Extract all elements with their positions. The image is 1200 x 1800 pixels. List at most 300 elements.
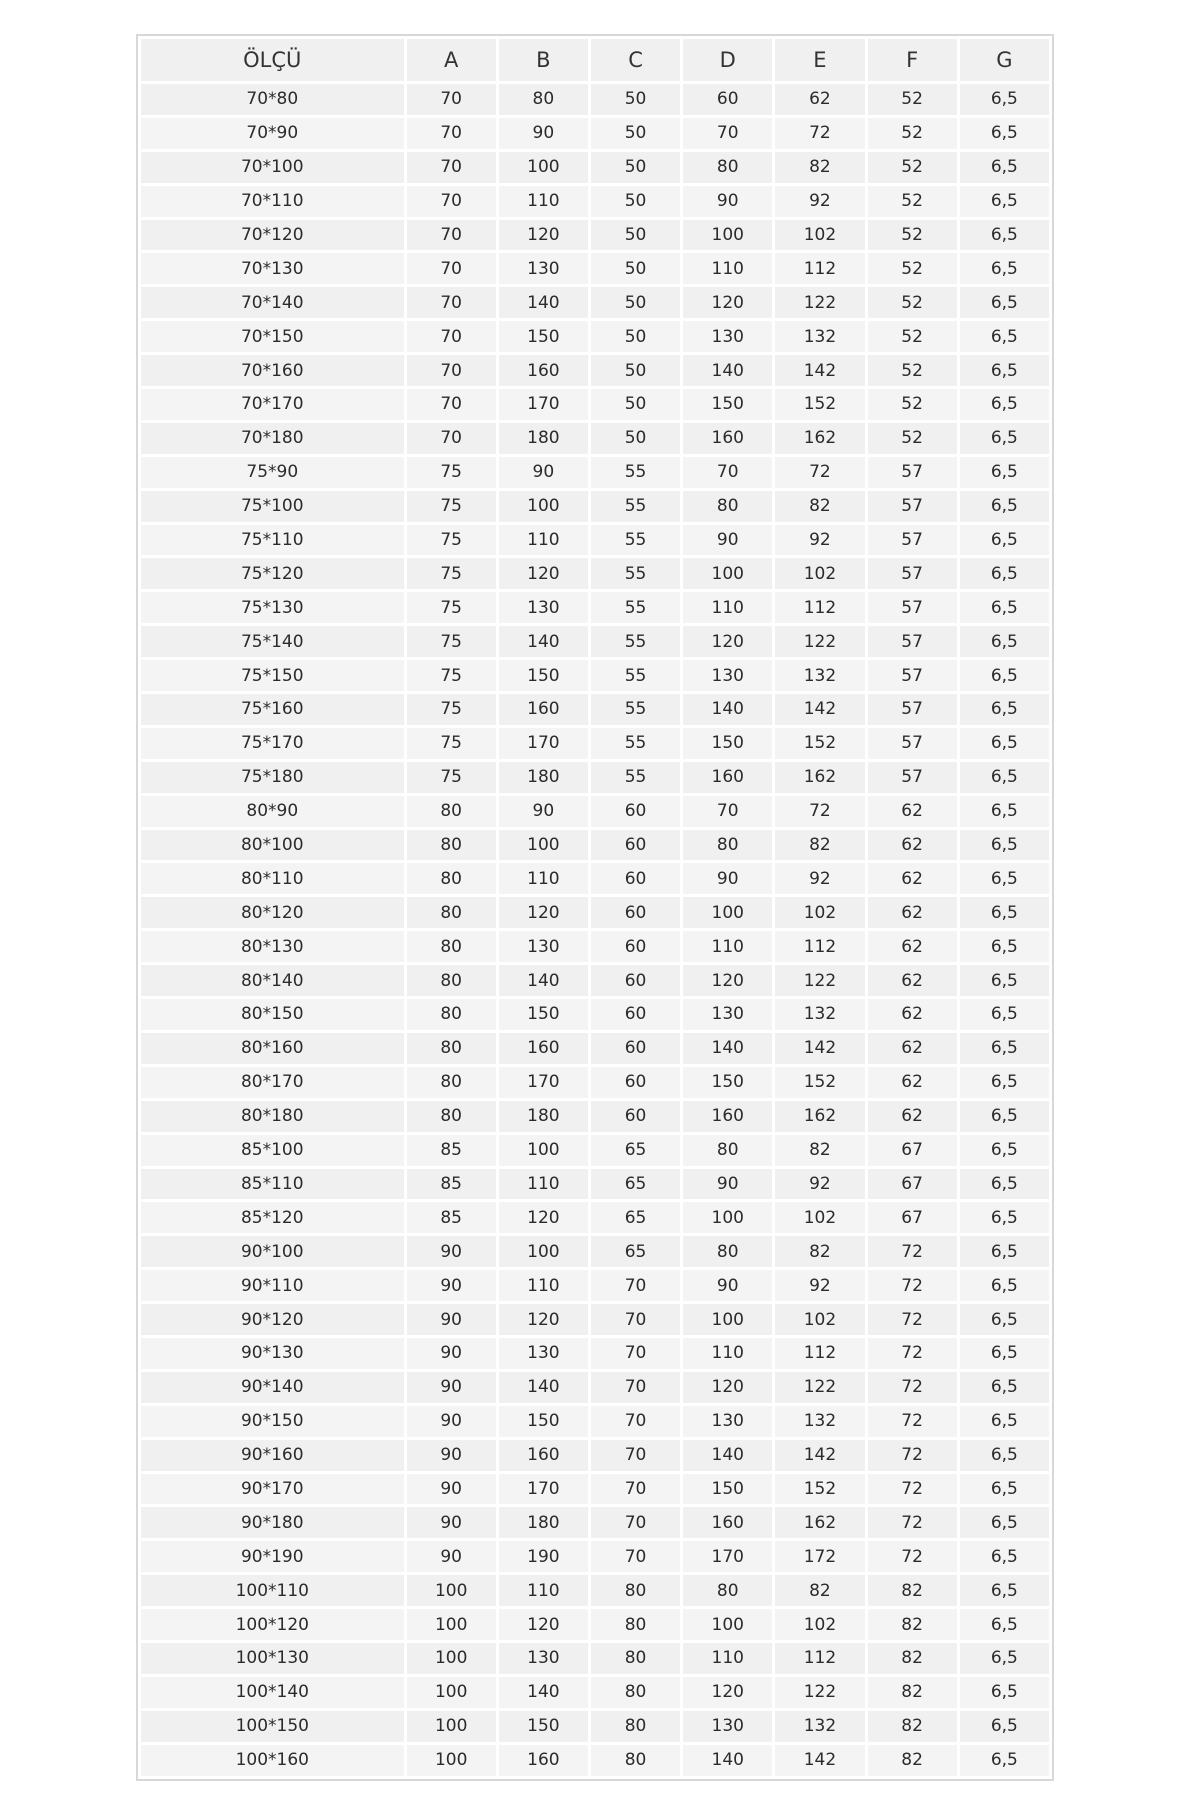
cell-f: 57	[868, 694, 957, 725]
cell-olcu: 90*100	[141, 1236, 404, 1267]
table-row	[141, 423, 1049, 454]
cell-g: 6,5	[960, 863, 1049, 894]
cell-e: 152	[775, 728, 864, 759]
table-row	[141, 1507, 1049, 1538]
cell-f: 67	[868, 1202, 957, 1233]
cell-g: 6,5	[960, 796, 1049, 827]
cell-f: 72	[868, 1440, 957, 1471]
cell-c: 50	[591, 220, 680, 251]
table-row	[141, 1372, 1049, 1403]
cell-g: 6,5	[960, 220, 1049, 251]
cell-f: 62	[868, 830, 957, 861]
cell-olcu: 70*130	[141, 253, 404, 284]
cell-d: 100	[683, 1202, 772, 1233]
cell-f: 57	[868, 762, 957, 793]
cell-c: 60	[591, 931, 680, 962]
cell-d: 100	[683, 897, 772, 928]
cell-g: 6,5	[960, 1135, 1049, 1166]
table-row	[141, 84, 1049, 115]
cell-c: 60	[591, 999, 680, 1030]
cell-g: 6,5	[960, 118, 1049, 149]
table-row	[141, 762, 1049, 793]
table-row	[141, 1609, 1049, 1640]
cell-g: 6,5	[960, 152, 1049, 183]
cell-b: 140	[499, 1372, 588, 1403]
cell-e: 132	[775, 999, 864, 1030]
cell-d: 100	[683, 220, 772, 251]
cell-c: 65	[591, 1169, 680, 1200]
cell-c: 80	[591, 1609, 680, 1640]
cell-e: 142	[775, 694, 864, 725]
cell-e: 112	[775, 592, 864, 623]
table-row	[141, 660, 1049, 691]
cell-c: 55	[591, 457, 680, 488]
cell-c: 70	[591, 1406, 680, 1437]
cell-d: 160	[683, 762, 772, 793]
cell-e: 92	[775, 186, 864, 217]
cell-a: 100	[407, 1643, 496, 1674]
cell-a: 70	[407, 253, 496, 284]
cell-a: 75	[407, 626, 496, 657]
cell-olcu: 100*150	[141, 1711, 404, 1742]
cell-a: 85	[407, 1169, 496, 1200]
column-header-a: A	[407, 39, 496, 81]
cell-f: 57	[868, 592, 957, 623]
table-row	[141, 389, 1049, 420]
cell-olcu: 90*110	[141, 1270, 404, 1301]
cell-c: 60	[591, 897, 680, 928]
cell-f: 72	[868, 1338, 957, 1369]
cell-g: 6,5	[960, 186, 1049, 217]
cell-c: 70	[591, 1338, 680, 1369]
cell-e: 102	[775, 1202, 864, 1233]
cell-a: 90	[407, 1541, 496, 1572]
cell-d: 150	[683, 1474, 772, 1505]
cell-a: 80	[407, 931, 496, 962]
cell-a: 70	[407, 152, 496, 183]
cell-d: 140	[683, 1440, 772, 1471]
table-row	[141, 1338, 1049, 1369]
cell-olcu: 70*150	[141, 321, 404, 352]
cell-b: 180	[499, 762, 588, 793]
cell-d: 130	[683, 999, 772, 1030]
cell-g: 6,5	[960, 897, 1049, 928]
table-row	[141, 1033, 1049, 1064]
table-row	[141, 1169, 1049, 1200]
cell-olcu: 80*160	[141, 1033, 404, 1064]
cell-c: 55	[591, 558, 680, 589]
cell-a: 100	[407, 1575, 496, 1606]
table-row	[141, 457, 1049, 488]
cell-d: 110	[683, 253, 772, 284]
cell-olcu: 75*130	[141, 592, 404, 623]
cell-f: 57	[868, 626, 957, 657]
cell-b: 180	[499, 1101, 588, 1132]
table-row	[141, 1406, 1049, 1437]
cell-b: 180	[499, 423, 588, 454]
cell-g: 6,5	[960, 253, 1049, 284]
table-row	[141, 1440, 1049, 1471]
cell-d: 150	[683, 1067, 772, 1098]
cell-olcu: 100*120	[141, 1609, 404, 1640]
cell-olcu: 75*160	[141, 694, 404, 725]
cell-f: 52	[868, 186, 957, 217]
cell-a: 100	[407, 1711, 496, 1742]
cell-b: 90	[499, 796, 588, 827]
cell-d: 100	[683, 558, 772, 589]
cell-b: 140	[499, 287, 588, 318]
cell-b: 130	[499, 931, 588, 962]
cell-c: 55	[591, 728, 680, 759]
cell-g: 6,5	[960, 931, 1049, 962]
cell-f: 72	[868, 1474, 957, 1505]
cell-d: 70	[683, 457, 772, 488]
cell-g: 6,5	[960, 1507, 1049, 1538]
table-row	[141, 220, 1049, 251]
cell-a: 80	[407, 897, 496, 928]
cell-d: 60	[683, 84, 772, 115]
cell-b: 160	[499, 694, 588, 725]
cell-e: 152	[775, 389, 864, 420]
cell-d: 100	[683, 1609, 772, 1640]
cell-a: 85	[407, 1202, 496, 1233]
cell-g: 6,5	[960, 830, 1049, 861]
cell-a: 70	[407, 287, 496, 318]
cell-f: 62	[868, 863, 957, 894]
cell-d: 140	[683, 1033, 772, 1064]
cell-b: 160	[499, 1440, 588, 1471]
cell-a: 75	[407, 558, 496, 589]
cell-f: 52	[868, 253, 957, 284]
cell-a: 90	[407, 1372, 496, 1403]
cell-olcu: 70*160	[141, 355, 404, 386]
cell-g: 6,5	[960, 355, 1049, 386]
column-header-b: B	[499, 39, 588, 81]
table-row	[141, 694, 1049, 725]
cell-c: 65	[591, 1236, 680, 1267]
cell-olcu: 70*180	[141, 423, 404, 454]
cell-olcu: 80*140	[141, 965, 404, 996]
cell-c: 55	[591, 660, 680, 691]
cell-g: 6,5	[960, 965, 1049, 996]
cell-f: 62	[868, 1033, 957, 1064]
table-row	[141, 626, 1049, 657]
cell-f: 52	[868, 287, 957, 318]
cell-f: 67	[868, 1135, 957, 1166]
cell-b: 120	[499, 897, 588, 928]
cell-d: 80	[683, 1575, 772, 1606]
cell-c: 60	[591, 863, 680, 894]
cell-f: 57	[868, 525, 957, 556]
table-row	[141, 1304, 1049, 1335]
cell-e: 72	[775, 118, 864, 149]
cell-olcu: 80*110	[141, 863, 404, 894]
cell-d: 130	[683, 321, 772, 352]
cell-g: 6,5	[960, 694, 1049, 725]
cell-c: 55	[591, 592, 680, 623]
cell-olcu: 70*140	[141, 287, 404, 318]
cell-a: 80	[407, 999, 496, 1030]
cell-e: 92	[775, 1270, 864, 1301]
cell-b: 150	[499, 1406, 588, 1437]
cell-b: 170	[499, 728, 588, 759]
cell-c: 60	[591, 1101, 680, 1132]
cell-a: 90	[407, 1338, 496, 1369]
cell-c: 50	[591, 152, 680, 183]
cell-d: 130	[683, 660, 772, 691]
cell-a: 75	[407, 491, 496, 522]
cell-a: 80	[407, 1033, 496, 1064]
cell-b: 100	[499, 152, 588, 183]
cell-d: 160	[683, 423, 772, 454]
cell-b: 170	[499, 389, 588, 420]
cell-b: 100	[499, 1236, 588, 1267]
cell-b: 150	[499, 660, 588, 691]
cell-g: 6,5	[960, 491, 1049, 522]
cell-d: 140	[683, 1745, 772, 1776]
cell-d: 110	[683, 1643, 772, 1674]
cell-f: 57	[868, 728, 957, 759]
cell-c: 70	[591, 1541, 680, 1572]
cell-f: 62	[868, 931, 957, 962]
cell-e: 132	[775, 660, 864, 691]
cell-g: 6,5	[960, 1304, 1049, 1335]
cell-b: 140	[499, 965, 588, 996]
table-row	[141, 796, 1049, 827]
cell-g: 6,5	[960, 1541, 1049, 1572]
cell-e: 122	[775, 965, 864, 996]
cell-d: 80	[683, 152, 772, 183]
cell-e: 62	[775, 84, 864, 115]
cell-b: 90	[499, 118, 588, 149]
cell-a: 100	[407, 1745, 496, 1776]
cell-olcu: 100*130	[141, 1643, 404, 1674]
cell-b: 160	[499, 355, 588, 386]
cell-a: 90	[407, 1236, 496, 1267]
cell-a: 80	[407, 863, 496, 894]
cell-e: 72	[775, 796, 864, 827]
table-row	[141, 525, 1049, 556]
cell-c: 70	[591, 1372, 680, 1403]
table-row	[141, 152, 1049, 183]
cell-b: 120	[499, 1304, 588, 1335]
cell-c: 50	[591, 389, 680, 420]
cell-a: 90	[407, 1270, 496, 1301]
cell-d: 110	[683, 1338, 772, 1369]
cell-a: 80	[407, 1067, 496, 1098]
cell-olcu: 90*130	[141, 1338, 404, 1369]
cell-f: 57	[868, 558, 957, 589]
cell-g: 6,5	[960, 423, 1049, 454]
cell-c: 70	[591, 1474, 680, 1505]
cell-b: 140	[499, 626, 588, 657]
cell-d: 170	[683, 1541, 772, 1572]
cell-d: 110	[683, 592, 772, 623]
cell-g: 6,5	[960, 1067, 1049, 1098]
cell-f: 62	[868, 965, 957, 996]
cell-a: 70	[407, 389, 496, 420]
cell-olcu: 90*120	[141, 1304, 404, 1335]
cell-b: 110	[499, 1169, 588, 1200]
cell-olcu: 90*190	[141, 1541, 404, 1572]
cell-e: 172	[775, 1541, 864, 1572]
cell-d: 120	[683, 626, 772, 657]
cell-f: 72	[868, 1507, 957, 1538]
cell-d: 140	[683, 355, 772, 386]
table-row	[141, 321, 1049, 352]
cell-b: 130	[499, 253, 588, 284]
cell-g: 6,5	[960, 84, 1049, 115]
cell-c: 50	[591, 423, 680, 454]
cell-d: 80	[683, 1135, 772, 1166]
cell-e: 162	[775, 762, 864, 793]
table-row	[141, 253, 1049, 284]
cell-g: 6,5	[960, 1643, 1049, 1674]
cell-b: 110	[499, 525, 588, 556]
cell-g: 6,5	[960, 660, 1049, 691]
cell-a: 70	[407, 186, 496, 217]
cell-f: 82	[868, 1745, 957, 1776]
cell-a: 70	[407, 321, 496, 352]
cell-c: 55	[591, 694, 680, 725]
cell-e: 132	[775, 321, 864, 352]
cell-f: 52	[868, 152, 957, 183]
cell-b: 100	[499, 1135, 588, 1166]
cell-olcu: 75*100	[141, 491, 404, 522]
cell-c: 65	[591, 1135, 680, 1166]
cell-olcu: 85*110	[141, 1169, 404, 1200]
cell-d: 100	[683, 1304, 772, 1335]
cell-c: 50	[591, 253, 680, 284]
cell-b: 110	[499, 863, 588, 894]
cell-c: 80	[591, 1745, 680, 1776]
cell-olcu: 85*120	[141, 1202, 404, 1233]
cell-d: 90	[683, 1169, 772, 1200]
cell-olcu: 70*110	[141, 186, 404, 217]
cell-g: 6,5	[960, 321, 1049, 352]
cell-d: 120	[683, 287, 772, 318]
cell-c: 55	[591, 525, 680, 556]
cell-olcu: 75*180	[141, 762, 404, 793]
table-row	[141, 355, 1049, 386]
cell-d: 70	[683, 118, 772, 149]
cell-f: 72	[868, 1541, 957, 1572]
cell-e: 142	[775, 355, 864, 386]
table-row	[141, 999, 1049, 1030]
cell-f: 57	[868, 457, 957, 488]
cell-d: 150	[683, 728, 772, 759]
cell-f: 82	[868, 1711, 957, 1742]
cell-e: 82	[775, 152, 864, 183]
cell-e: 82	[775, 491, 864, 522]
cell-b: 110	[499, 1270, 588, 1301]
cell-b: 100	[499, 830, 588, 861]
cell-a: 80	[407, 830, 496, 861]
cell-g: 6,5	[960, 1270, 1049, 1301]
cell-a: 75	[407, 457, 496, 488]
table-row	[141, 1575, 1049, 1606]
cell-g: 6,5	[960, 1406, 1049, 1437]
table-row	[141, 728, 1049, 759]
cell-g: 6,5	[960, 1711, 1049, 1742]
cell-b: 80	[499, 84, 588, 115]
cell-e: 142	[775, 1440, 864, 1471]
cell-b: 130	[499, 592, 588, 623]
cell-a: 75	[407, 660, 496, 691]
cell-olcu: 100*110	[141, 1575, 404, 1606]
cell-d: 130	[683, 1711, 772, 1742]
cell-f: 82	[868, 1609, 957, 1640]
cell-b: 110	[499, 186, 588, 217]
cell-c: 80	[591, 1643, 680, 1674]
cell-g: 6,5	[960, 1101, 1049, 1132]
cell-e: 152	[775, 1474, 864, 1505]
cell-e: 142	[775, 1745, 864, 1776]
cell-a: 80	[407, 965, 496, 996]
cell-c: 70	[591, 1270, 680, 1301]
cell-f: 67	[868, 1169, 957, 1200]
column-header-c: C	[591, 39, 680, 81]
cell-d: 110	[683, 931, 772, 962]
table-body	[141, 84, 1049, 1776]
cell-olcu: 100*160	[141, 1745, 404, 1776]
cell-olcu: 70*100	[141, 152, 404, 183]
cell-b: 170	[499, 1474, 588, 1505]
cell-e: 162	[775, 1507, 864, 1538]
cell-e: 112	[775, 1338, 864, 1369]
cell-a: 70	[407, 355, 496, 386]
cell-a: 90	[407, 1507, 496, 1538]
cell-c: 60	[591, 1067, 680, 1098]
cell-g: 6,5	[960, 525, 1049, 556]
size-table	[138, 36, 1052, 1779]
cell-b: 160	[499, 1033, 588, 1064]
cell-olcu: 80*100	[141, 830, 404, 861]
table-row	[141, 1745, 1049, 1776]
table-row	[141, 830, 1049, 861]
cell-olcu: 75*170	[141, 728, 404, 759]
cell-f: 62	[868, 897, 957, 928]
cell-d: 120	[683, 1677, 772, 1708]
cell-e: 132	[775, 1406, 864, 1437]
size-table-container	[136, 34, 1054, 1781]
cell-olcu: 80*130	[141, 931, 404, 962]
cell-olcu: 80*120	[141, 897, 404, 928]
cell-e: 122	[775, 287, 864, 318]
cell-f: 52	[868, 220, 957, 251]
cell-c: 80	[591, 1677, 680, 1708]
cell-f: 62	[868, 999, 957, 1030]
cell-c: 65	[591, 1202, 680, 1233]
cell-f: 72	[868, 1406, 957, 1437]
cell-e: 92	[775, 1169, 864, 1200]
cell-d: 120	[683, 965, 772, 996]
cell-a: 90	[407, 1474, 496, 1505]
cell-a: 70	[407, 118, 496, 149]
cell-e: 102	[775, 897, 864, 928]
table-row	[141, 1643, 1049, 1674]
cell-g: 6,5	[960, 287, 1049, 318]
cell-a: 75	[407, 762, 496, 793]
cell-g: 6,5	[960, 728, 1049, 759]
cell-a: 100	[407, 1609, 496, 1640]
cell-e: 72	[775, 457, 864, 488]
column-header-olcu: ÖLÇÜ	[141, 39, 404, 81]
cell-a: 75	[407, 694, 496, 725]
cell-c: 60	[591, 965, 680, 996]
cell-a: 90	[407, 1440, 496, 1471]
cell-b: 150	[499, 1711, 588, 1742]
